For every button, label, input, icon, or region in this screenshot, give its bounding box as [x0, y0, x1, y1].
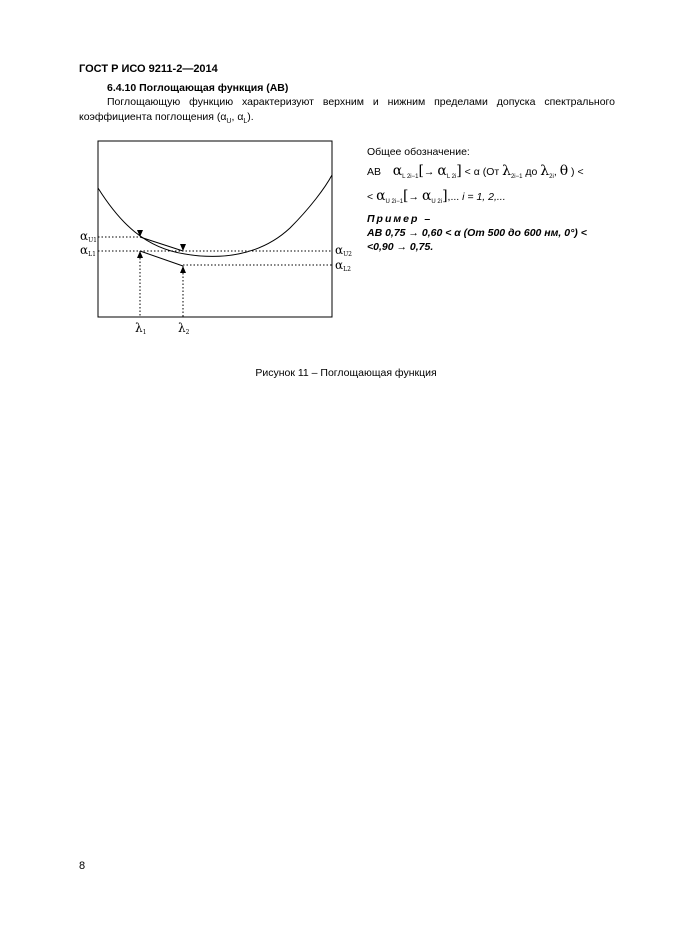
notation-formula-line1: AB $\alpha_{L 2i-1}[\to \alpha_{L 2i}] < \alpha$ (От $\lambda_{2i-1}$ до $\lambda_{2i}$, θ ) <: [367, 163, 584, 181]
notation-block: [367, 143, 617, 254]
label-alpha-l1: αL1: [80, 243, 96, 258]
sub-l-2i: L 2i: [446, 174, 457, 181]
alpha-symbol-4: α: [421, 188, 432, 205]
section-title: 6.4.10 Поглощающая функция (AB): [107, 82, 289, 94]
lambda-symbol-2: λ: [540, 163, 550, 179]
upper-tolerance-segment: [140, 237, 183, 251]
arrow-up-l2: [180, 266, 186, 273]
sub-u-2i: U 2i: [431, 199, 443, 206]
notation-heading: Общее обозначение:: [367, 146, 470, 158]
paragraph-sub-u: U: [226, 118, 232, 126]
label-alpha-u1: αU1: [80, 229, 97, 244]
label-lambda-2: λ2: [178, 321, 190, 336]
paragraph-text: Поглощающую функцию характеризуют верхним и нижним пределами допуска спектрального коэффициента поглощения (α: [79, 96, 615, 123]
figure-caption: Рисунок 11 – Поглощающая функция: [255, 367, 437, 379]
sub-lambda-2i1: 2i−1: [510, 174, 523, 181]
document-header: ГОСТ Р ИСО 9211-2—2014: [79, 63, 218, 75]
theta-symbol: θ: [559, 163, 569, 179]
sub-lambda-2i: 2i: [549, 174, 554, 181]
arrow-symbol: →: [423, 166, 435, 178]
paragraph-end: ).: [247, 111, 254, 123]
alpha-symbol-2: α: [437, 163, 447, 179]
paragraph-sub-l: L: [243, 118, 248, 126]
close-lt: ) <: [571, 166, 584, 178]
lt-alpha-from: < α (От: [464, 166, 500, 178]
page-number: 8: [79, 860, 86, 872]
do-word: до: [525, 166, 538, 178]
sub-u-2i1: U 2i−1: [385, 199, 404, 206]
notation-ab: AB: [367, 166, 382, 178]
tail-symbol: ,...: [447, 191, 460, 204]
lower-tolerance-segment: [140, 251, 183, 266]
index-text: i = 1, 2,...: [462, 191, 506, 204]
example-line-2: <0,90 → 0,75.: [367, 241, 434, 254]
example-line-1: AB 0,75 → 0,60 < α (От 500 до 600 нм, 0°) <: [367, 227, 587, 240]
graph-frame: [98, 141, 332, 317]
lt-symbol: <: [367, 191, 374, 204]
section-paragraph: [79, 95, 615, 129]
label-lambda-1: λ1: [135, 321, 147, 336]
paragraph-mid: , α: [231, 111, 244, 123]
notation-formula-line2: < $\alpha_{U 2i-1}[\to \alpha_{U 2i}]$,... i = 1, 2,...: [367, 188, 506, 206]
alpha-symbol: α: [392, 163, 403, 179]
alpha-symbol-3: α: [376, 188, 386, 205]
absorption-curve: [98, 175, 332, 256]
sub-l-2i1: L 2i−1: [402, 174, 419, 181]
label-alpha-l2: αL2: [335, 258, 351, 273]
example-title: Пример –: [367, 213, 433, 226]
absorption-function-graph: [80, 138, 352, 338]
label-alpha-u2: αU2: [335, 243, 352, 258]
lambda-symbol: λ: [502, 163, 511, 179]
arrow-down-u1: [137, 230, 143, 237]
arrow-symbol-2: →: [408, 191, 420, 204]
